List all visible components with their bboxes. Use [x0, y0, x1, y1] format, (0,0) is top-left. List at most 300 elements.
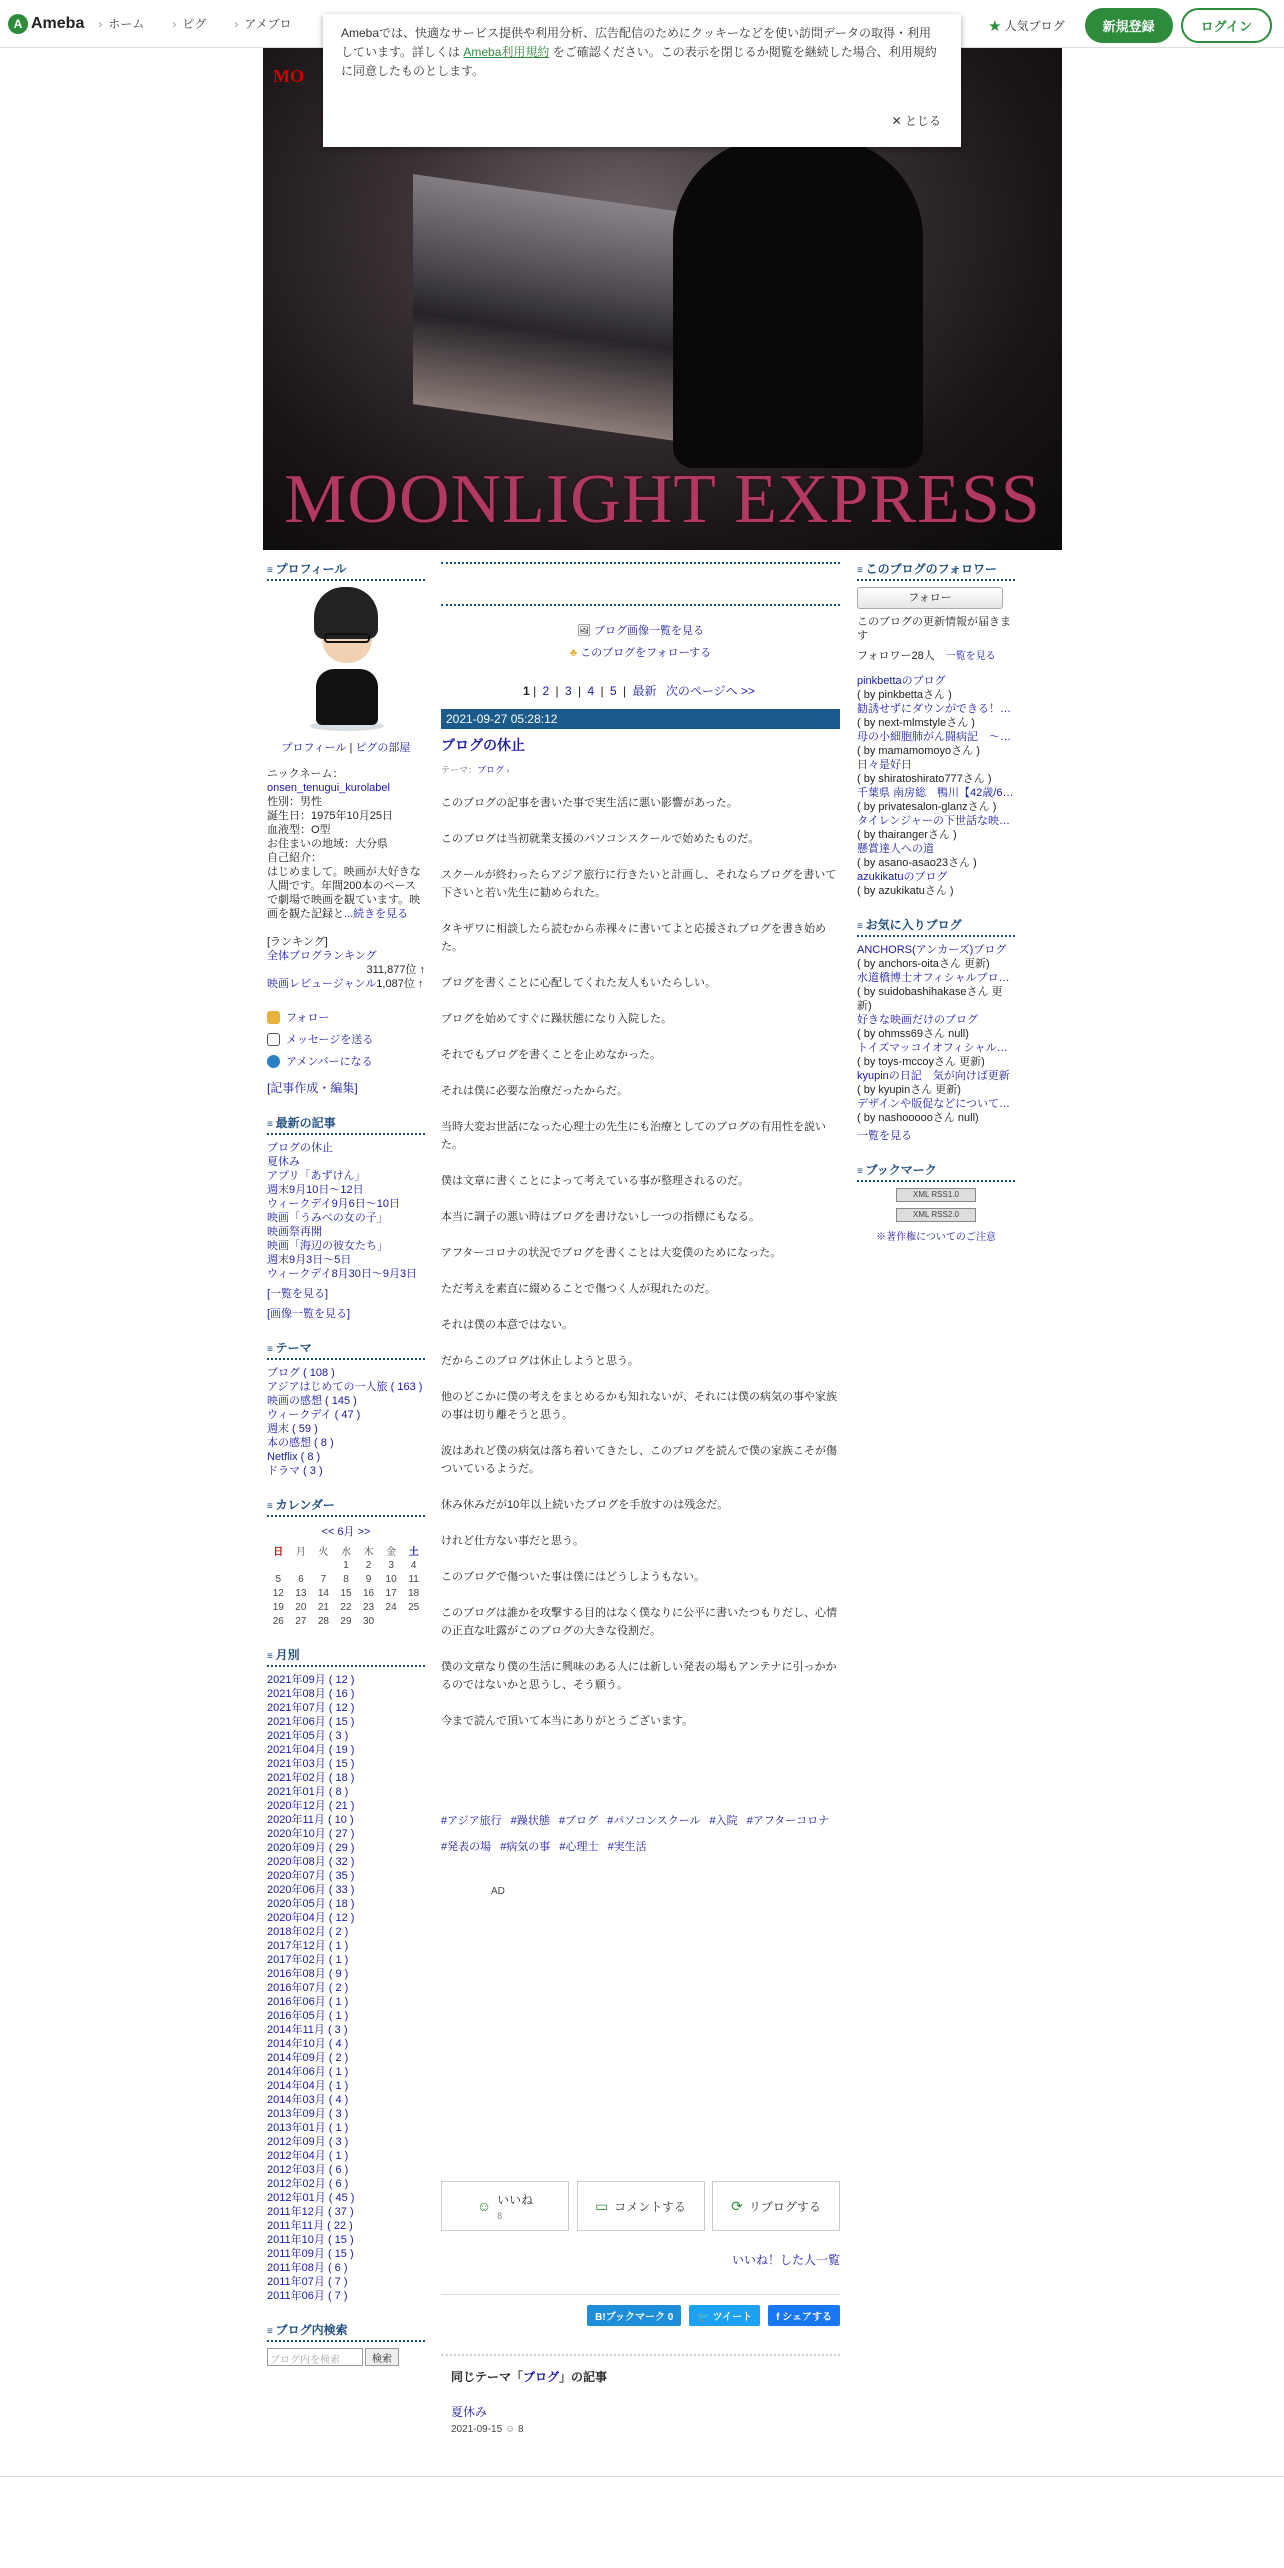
recent-post-link[interactable]: 映画「海辺の彼女たち」 [267, 1240, 388, 1252]
post-paragraph: 僕の文章なり僕の生活に興味のある人には新しい発表の場もアンテナに引っかかるのではないかと思うし、そう願う。 [441, 1661, 837, 1691]
monthly-archive-section [267, 1646, 425, 2303]
blog-link[interactable]: 千葉県 南房総 鴨川【42歳/6… [857, 787, 1014, 799]
list-item [267, 1141, 425, 1155]
month-archive-link[interactable]: 2012年03月 ( 6 ) [267, 2164, 349, 2176]
star-icon: ★ [988, 17, 1002, 35]
list-item [267, 1464, 425, 1478]
gender: 性別：男性 [267, 796, 322, 808]
blog-link[interactable]: ANCHORS(アンカーズ)ブログ [857, 944, 1007, 956]
month-archive-link[interactable]: 2020年05月 ( 18 ) [267, 1898, 355, 1910]
calendar-heading: ≡ カレンダー [267, 1496, 425, 1517]
list-item [267, 1883, 425, 1897]
month-archive-link[interactable]: 2013年09月 ( 3 ) [267, 2108, 349, 2120]
blog-owner: ( by mamamomoyoさん ) [857, 745, 980, 757]
hashtag-link[interactable]: #実生活 [607, 1841, 647, 1853]
ad-label: AD [491, 1886, 505, 1897]
themes-list [267, 1366, 425, 1478]
list-item [267, 2219, 425, 2233]
blog-owner: ( by thairangerさん ) [857, 829, 957, 841]
send-message-label: メッセージを送る [286, 1034, 374, 1046]
hashtag-link[interactable]: #病気の事 [500, 1841, 551, 1853]
genre-ranking-link[interactable]: 映画レビュージャンル [267, 978, 377, 990]
nickname-link[interactable]: onsen_tenugui_kurolabel [267, 782, 390, 794]
month-archive-link[interactable]: 2011年10月 ( 15 ) [267, 2234, 354, 2246]
recent-post-link[interactable]: ウィークデイ9月6日〜10日 [267, 1198, 401, 1210]
theme-link[interactable]: 映画の感想 ( 145 ) [267, 1395, 357, 1407]
list-item [857, 814, 1015, 828]
like-button[interactable] [441, 2181, 569, 2231]
month-archive-link[interactable]: 2012年09月 ( 3 ) [267, 2136, 349, 2148]
month-archive-link[interactable]: 2020年06月 ( 33 ) [267, 1884, 355, 1896]
mail-icon [267, 1033, 280, 1046]
blog-owner: ( by nashoooooさん null) [857, 1112, 979, 1124]
avatar-glasses [324, 633, 370, 643]
list-item [267, 2107, 425, 2121]
tweet-button[interactable] [689, 2305, 760, 2326]
banner-title: MOONLIGHT EXPRESS [284, 461, 1041, 538]
calendar-section [267, 1496, 425, 1628]
follow-blog-button[interactable]: フォロー [857, 587, 1003, 609]
footer-divider [0, 2476, 1284, 2477]
month-archive-link[interactable]: 2014年09月 ( 2 ) [267, 2052, 349, 2064]
hashtag-link[interactable]: #ブログ [558, 1815, 599, 1827]
list-item [267, 1911, 425, 1925]
list-item [267, 1869, 425, 1883]
calendar-day: 2 [365, 1559, 372, 1571]
latest-link[interactable]: 最新 [632, 684, 657, 698]
post-title[interactable]: ブログの休止 [441, 737, 525, 753]
reblog-icon: ⟳ [731, 2197, 743, 2214]
list-item [267, 1771, 425, 1785]
next-page-link[interactable]: 次のページへ >> [665, 684, 755, 698]
post-paragraph: タキザワに相談したら読むから赤裸々に書いてよと応援されブログを書き始めた。 [441, 923, 826, 953]
month-archive-link[interactable]: 2020年11月 ( 10 ) [267, 1814, 354, 1826]
blog-link[interactable]: pinkbettaのブログ [857, 675, 946, 687]
calendar-dow: 水 [340, 1547, 351, 1558]
list-item [267, 2079, 425, 2093]
post-paragraph: それは僕の本意ではない。 [441, 1319, 573, 1331]
rss2-button[interactable]: XML RSS2.0 [896, 1208, 976, 1222]
follower-blog-list [857, 674, 1015, 898]
month-archive-link[interactable]: 2016年05月 ( 1 ) [267, 2010, 349, 2022]
list-item [267, 1211, 425, 1225]
cookie-close-button[interactable] [892, 112, 941, 131]
twitter-icon: 🐦 [697, 2312, 713, 2323]
register-button[interactable]: 新規登録 [1085, 8, 1173, 43]
month-archive-link[interactable]: 2016年07月 ( 2 ) [267, 1982, 349, 1994]
page-2[interactable]: 2 [542, 684, 550, 698]
post-paragraph: けれど仕方ない事だと思う。 [441, 1535, 584, 1547]
related-like-count: 8 [517, 2424, 524, 2435]
calendar-day: 8 [343, 1573, 349, 1585]
blog-link[interactable]: kyupinの日記 気が向けば更新 [857, 1070, 1010, 1082]
list-item [267, 2037, 425, 2051]
page-4[interactable]: 4 [587, 684, 595, 698]
related-post-title[interactable]: 夏休み [451, 2405, 488, 2419]
list-item [267, 2177, 425, 2191]
recent-post-link[interactable]: 映画「うみべの女の子」 [267, 1212, 388, 1224]
list-item [267, 1925, 425, 1939]
blog-link[interactable]: 日々是好日 [857, 759, 912, 771]
list-item [857, 870, 1015, 884]
list-item [267, 2247, 425, 2261]
hashtag-link[interactable]: #パソコンスクール [607, 1815, 701, 1827]
month-archive-link[interactable]: 2011年08月 ( 6 ) [267, 2262, 348, 2274]
calendar-day: 26 [272, 1615, 284, 1627]
pigg-room-link[interactable]: ピグの部屋 [355, 742, 411, 754]
blog-owner: ( by suidobashihakaseさん 更新) [857, 986, 1003, 1012]
edit-post-link[interactable] [267, 1079, 425, 1096]
login-button[interactable]: ログイン [1181, 8, 1272, 43]
list-item [267, 2233, 425, 2247]
blog-search-heading: ≡ ブログ内検索 [267, 2321, 425, 2342]
like-label-wrap [497, 2191, 533, 2222]
recent-posts-heading: ≡ 最新の記事 [267, 1114, 425, 1135]
theme-link[interactable]: Netflix ( 8 ) [267, 1451, 321, 1463]
hashtag-link[interactable]: #心理士 [559, 1841, 599, 1853]
intro-label: 自己紹介： [267, 852, 322, 864]
month-archive-link[interactable]: 2017年12月 ( 1 ) [267, 1940, 349, 1952]
blog-owner: ( by anchors-oitaさん 更新) [857, 958, 990, 970]
like-count: 8 [497, 2210, 503, 2221]
theme-link[interactable]: ブログ [477, 765, 505, 775]
blog-owner: ( by shiratoshirato777さん ) [857, 773, 992, 785]
month-archive-link[interactable]: 2014年06月 ( 1 ) [267, 2066, 349, 2078]
amember-label: アメンバーになる [286, 1056, 373, 1068]
month-archive-link[interactable]: 2012年01月 ( 45 ) [267, 2192, 355, 2204]
image-icon: 🖼 [576, 625, 595, 637]
post-body [441, 794, 840, 1730]
reblog-button[interactable] [712, 2181, 840, 2231]
tweet-label: ツイート [712, 2312, 753, 2323]
divider [441, 604, 840, 606]
month-archive-link[interactable]: 2021年08月 ( 16 ) [267, 1688, 355, 1700]
calendar-dow: 火 [318, 1547, 329, 1558]
blog-search-section [267, 2321, 425, 2366]
blog-link[interactable]: 勧誘せずにダウンができる！… [857, 703, 1011, 715]
calendar-dow: 木 [363, 1547, 374, 1558]
calendar-month-nav[interactable]: << 6月 >> [321, 1526, 371, 1538]
favorite-blogs-heading: ≡ お気に入りブログ [857, 916, 1015, 937]
month-archive-link[interactable]: 2018年02月 ( 2 ) [267, 1926, 349, 1938]
page-5[interactable]: 5 [609, 684, 617, 698]
calendar-day: 10 [385, 1573, 397, 1585]
month-archive-link[interactable]: 2020年12月 ( 21 ) [267, 1800, 355, 1812]
blog-owner: ( by asano-asao23さん ) [857, 857, 977, 869]
list-item [267, 2163, 425, 2177]
recent-post-link[interactable]: 映画祭再開 [267, 1226, 322, 1238]
calendar-day: 7 [320, 1573, 327, 1585]
recent-post-link[interactable]: 夏休み [267, 1156, 300, 1168]
blog-link[interactable]: タイレンジャーの下世話な映… [857, 815, 1011, 827]
likers-list-link[interactable]: いいね！した人一覧 [731, 2253, 840, 2267]
related-post-meta [451, 2424, 840, 2435]
follow-label: フォロー [286, 1012, 330, 1024]
calendar-day: 11 [408, 1573, 419, 1585]
blog-link[interactable]: azukikatuのブログ [857, 871, 948, 883]
followers-desc: このブログの更新情報が届きます [857, 616, 1011, 642]
hatena-count: 0 [667, 2312, 674, 2323]
month-archive-link[interactable]: 2021年03月 ( 15 ) [267, 1758, 355, 1770]
blog-owner: ( by azukikatuさん ) [857, 885, 954, 897]
month-archive-link[interactable]: 2014年11月 ( 3 ) [267, 2024, 348, 2036]
month-archive-link[interactable]: 2021年06月 ( 15 ) [267, 1716, 355, 1728]
list-item [267, 1380, 425, 1394]
post-paragraph: 僕は文章に書くことによって考えている事が整理されるのだ。 [441, 1175, 749, 1187]
month-archive-link[interactable]: 2013年01月 ( 1 ) [267, 2122, 349, 2134]
list-item [267, 2135, 425, 2149]
post-paragraph: ブログを書くことに心配してくれた友人もいたらしい。 [441, 977, 716, 989]
list-item [267, 1841, 425, 1855]
main-content [441, 560, 840, 2435]
favorite-list-link[interactable]: 一覧を見る [857, 1130, 912, 1142]
send-message-link[interactable] [267, 1031, 425, 1047]
list-item [267, 1225, 425, 1239]
blog-link[interactable]: 母の小細胞肺がん闘病記 ～… [857, 731, 1011, 743]
follow-blog-row [441, 644, 840, 660]
profile-link[interactable]: プロフィール [281, 742, 347, 754]
post-paragraph: ただ考えを素直に綴めることで傷つく人が現れたのだ。 [441, 1283, 716, 1295]
calendar-day: 4 [410, 1559, 417, 1571]
theme-link[interactable]: ウィークデイ ( 47 ) [267, 1409, 361, 1421]
blog-images-link[interactable]: ブログ画像一覧を見る [594, 625, 705, 637]
month-archive-link[interactable]: 2012年04月 ( 1 ) [267, 2150, 349, 2162]
theme-link[interactable]: アジアはじめての一人旅 ( 163 ) [267, 1381, 423, 1393]
list-item [267, 1450, 425, 1464]
list-item [267, 1953, 425, 1967]
intro-body: はじめまして。映画が大好きな人間です。年間200本のペースで劇場で映画を観ています。映画を観た記録と [267, 866, 421, 920]
month-archive-link[interactable]: 2011年12月 ( 37 ) [267, 2206, 354, 2218]
overall-ranking-link[interactable]: 全体ブログランキング [267, 950, 377, 962]
list-item [267, 2261, 425, 2275]
comment-icon: ▭ [595, 2197, 609, 2214]
same-theme-link[interactable]: ブログ [523, 2370, 560, 2384]
followers-list-link[interactable]: 一覧を見る [945, 651, 996, 662]
blog-owner: ( by privatesalon-glanzさん ) [857, 801, 997, 813]
followers-count-row [857, 649, 1015, 664]
blog-search-input[interactable]: ブログ内を検索 [267, 2348, 363, 2366]
calendar-week [267, 1600, 425, 1614]
blog-link[interactable]: トイズマッコイオフィシャル… [857, 1042, 1008, 1054]
calendar-week [267, 1586, 425, 1600]
blog-link[interactable]: 好きな映画だけのブログ [857, 1014, 978, 1026]
calendar-day: 22 [340, 1601, 352, 1613]
nav-ameblo[interactable]: › アメブロ [234, 15, 291, 32]
blog-link[interactable]: 懸賞達人への道 [857, 843, 934, 855]
amember-icon [267, 1055, 280, 1068]
list-item [267, 1799, 425, 1813]
calendar-day: 13 [295, 1587, 307, 1599]
follow-blog-link[interactable]: このブログをフォローする [580, 647, 712, 659]
copyright-note-link[interactable]: ※著作権についてのご注意 [876, 1232, 996, 1243]
followers-count: フォロワー28人 [857, 650, 935, 662]
theme-link[interactable]: 週末 ( 59 ) [267, 1423, 318, 1435]
list-item [267, 2191, 425, 2205]
recent-post-link[interactable]: 週末9月10日〜12日 [267, 1184, 364, 1196]
list-item [267, 1408, 425, 1422]
month-archive-link[interactable]: 2011年09月 ( 15 ) [267, 2248, 354, 2260]
post-paragraph: 波はあれど僕の病気は落ち着いてきたし、このブログを読んで僕の家族こそが傷ついているようだ。 [441, 1445, 837, 1475]
month-archive-link[interactable]: 2021年09月 ( 12 ) [267, 1674, 355, 1686]
list-item [267, 1855, 425, 1869]
month-archive-link[interactable]: 2020年10月 ( 27 ) [267, 1828, 355, 1840]
avatar-hair [314, 587, 378, 639]
month-archive-link[interactable]: 2021年04月 ( 19 ) [267, 1744, 355, 1756]
reblog-label: リブログする [748, 2199, 821, 2214]
calendar-day: 27 [295, 1615, 307, 1627]
list-item [267, 1436, 425, 1450]
blog-link[interactable]: デザインや版促などについて… [857, 1098, 1011, 1110]
recent-post-link[interactable]: ブログの休止 [267, 1142, 333, 1154]
month-archive-link[interactable]: 2014年03月 ( 4 ) [267, 2094, 349, 2106]
month-archive-link[interactable]: 2021年02月 ( 18 ) [267, 1772, 355, 1784]
month-archive-link[interactable]: 2017年02月 ( 1 ) [267, 1954, 349, 1966]
theme-link[interactable]: ブログ ( 108 ) [267, 1367, 335, 1379]
read-more-link[interactable]: ...続きを見る [344, 908, 409, 920]
calendar-day: 19 [272, 1601, 284, 1613]
recent-list-link[interactable]: [一覧を見る] [267, 1288, 329, 1300]
month-archive-link[interactable]: 2020年07月 ( 35 ) [267, 1870, 355, 1882]
list-item [267, 2023, 425, 2037]
recent-post-link[interactable]: ウィークデイ8月30日〜9月3日 [267, 1268, 418, 1280]
nav-pigg[interactable]: › ピグ [172, 15, 206, 32]
page-3[interactable]: 3 [565, 684, 572, 698]
left-sidebar [267, 560, 425, 2384]
post-paragraph: このブログで傷ついた事は僕にはどうしようもない。 [441, 1571, 705, 1583]
calendar-day: 16 [362, 1587, 375, 1599]
month-archive-link[interactable]: 2020年09月 ( 29 ) [267, 1842, 355, 1854]
calendar-day: 23 [362, 1601, 375, 1613]
ameba-logo[interactable] [8, 14, 84, 34]
cookie-banner [323, 14, 961, 147]
related-post [441, 2403, 840, 2435]
calendar-day: 18 [408, 1587, 420, 1599]
recent-post-link[interactable]: 週末9月3日〜5日 [267, 1254, 352, 1266]
blog-search-button[interactable]: 検索 [365, 2348, 399, 2366]
calendar-day: 21 [317, 1601, 329, 1613]
facebook-share-button[interactable] [768, 2305, 840, 2326]
rss1-button[interactable]: XML RSS1.0 [896, 1188, 976, 1202]
calendar-day: 28 [317, 1615, 329, 1627]
themes-heading: ≡ テーマ [267, 1339, 425, 1360]
followers-heading: ≡ このブログのフォロワー [857, 560, 1015, 581]
list-item [267, 1197, 425, 1211]
like-label: いいね [497, 2192, 534, 2207]
list-item [267, 1967, 425, 1981]
list-item [267, 1729, 425, 1743]
month-archive-link[interactable]: 2020年08月 ( 32 ) [267, 1856, 355, 1868]
calendar-day: 15 [340, 1587, 352, 1599]
blog-link[interactable]: 水道橋博士オフィシャルブロ… [857, 972, 1010, 984]
month-archive-link[interactable]: 2020年04月 ( 12 ) [267, 1912, 355, 1924]
theme-link[interactable]: ドラマ ( 3 ) [267, 1465, 323, 1477]
same-theme-heading [441, 2354, 840, 2385]
calendar-week [267, 1614, 425, 1628]
recent-post-link[interactable]: アプリ「あずけん」 [267, 1170, 366, 1182]
month-archive-link[interactable]: 2021年01月 ( 8 ) [267, 1786, 349, 1798]
calendar-day: 3 [388, 1559, 394, 1571]
month-archive-link[interactable]: 2012年02月 ( 6 ) [267, 2178, 349, 2190]
hashtag-link[interactable]: #躁状態 [510, 1815, 550, 1827]
post-paragraph: 本当に調子の悪い時はブログを書けないし一つの指標にもなる。 [441, 1211, 760, 1223]
month-archive-link[interactable]: 2016年08月 ( 9 ) [267, 1968, 349, 1980]
list-item [267, 2009, 425, 2023]
calendar-day: 12 [272, 1587, 284, 1599]
list-item [267, 1394, 425, 1408]
month-archive-link[interactable]: 2011年07月 ( 7 ) [267, 2276, 348, 2288]
list-item [267, 1701, 425, 1715]
hashtag-link[interactable]: #アジア旅行 [441, 1815, 502, 1827]
image-list-link[interactable]: [画像一覧を見る] [267, 1308, 351, 1320]
post-paragraph: このブログは誰かを攻撃する目的はなく僕なりに公平に書いたつもりだし、心情の正直な吐露がこのブログの大きな役割だ。 [441, 1607, 837, 1637]
list-item [267, 1267, 425, 1281]
facebook-icon: f [776, 2312, 783, 2323]
month-archive-link[interactable]: 2011年11月 ( 22 ) [267, 2220, 353, 2232]
avatar[interactable] [296, 587, 396, 735]
calendar-day: 14 [317, 1587, 329, 1599]
hatena-bookmark-button[interactable] [587, 2305, 681, 2326]
monthly-heading: ≡ 月別 [267, 1646, 425, 1667]
post-paragraph: 休み休みだが10年以上続いたブログを手放すのは残念だ。 [441, 1499, 729, 1511]
hashtag-link[interactable]: #発表の場 [441, 1841, 492, 1853]
month-archive-link[interactable]: 2021年05月 ( 3 ) [267, 1730, 349, 1742]
post-paragraph: このブログの記事を書いた事で実生活に悪い影響があった。 [441, 797, 738, 809]
cookie-text-2: をご確認ください。この表示を閉じるか閲覧を継続した場合、利用規約に同意したものとします。 [341, 45, 937, 78]
calendar-day [380, 1614, 403, 1628]
nav-home[interactable]: › ホーム [98, 15, 144, 32]
month-archive-link[interactable]: 2011年06月 ( 7 ) [267, 2290, 348, 2302]
hashtag-link[interactable]: #アフターコロナ [746, 1815, 830, 1827]
month-archive-link[interactable]: 2016年06月 ( 1 ) [267, 1996, 349, 2008]
theme-link[interactable]: 本の感想 ( 8 ) [267, 1437, 334, 1449]
month-archive-link[interactable]: 2014年10月 ( 4 ) [267, 2038, 349, 2050]
blood-type: 血液型：O型 [267, 824, 331, 836]
hashtags [441, 1808, 840, 1860]
list-item [857, 842, 1015, 856]
same-theme-post: 」の記事 [559, 2370, 608, 2384]
list-item [267, 2289, 425, 2303]
amember-link[interactable] [267, 1053, 425, 1069]
list-item [857, 1097, 1015, 1111]
post-paragraph: このブログは当初就業支援のパソコンスクールで始めたものだ。 [441, 833, 760, 845]
post-paragraph: 今まで読んで頂いて本当にありがとうございます。 [441, 1715, 694, 1727]
themes-section [267, 1339, 425, 1478]
list-item [857, 758, 1015, 772]
post-paragraph: 他のどこかに僕の考えをまとめるかも知れないが、それには僕の病気の事や家族の事は切り離そうと思う。 [441, 1391, 837, 1421]
hashtag-link[interactable]: #入院 [709, 1815, 738, 1827]
post-theme: テーマ：ブログ › [441, 765, 510, 775]
banner-small-title: MO [273, 66, 304, 86]
terms-link[interactable]: Ameba利用規約 [463, 45, 550, 59]
list-item [267, 2065, 425, 2079]
overall-rank-value: 311,877位 ↑ [366, 964, 425, 976]
list-item [857, 1069, 1015, 1083]
popular-blog-label: 人気ブログ [1004, 19, 1065, 33]
comment-button[interactable] [577, 2181, 705, 2231]
month-archive-link[interactable]: 2021年07月 ( 12 ) [267, 1702, 355, 1714]
avatar-body [316, 669, 378, 725]
month-archive-link[interactable]: 2014年04月 ( 1 ) [267, 2080, 349, 2092]
follow-link[interactable] [267, 1009, 425, 1025]
image-list-row [441, 622, 840, 638]
popular-blog-link[interactable] [988, 17, 1064, 35]
profile-actions [267, 1009, 425, 1069]
monthly-list [267, 1673, 425, 2303]
list-item [857, 943, 1015, 957]
list-item [267, 1743, 425, 1757]
favorite-blogs-list [857, 943, 1015, 1125]
list-item [267, 1169, 425, 1183]
